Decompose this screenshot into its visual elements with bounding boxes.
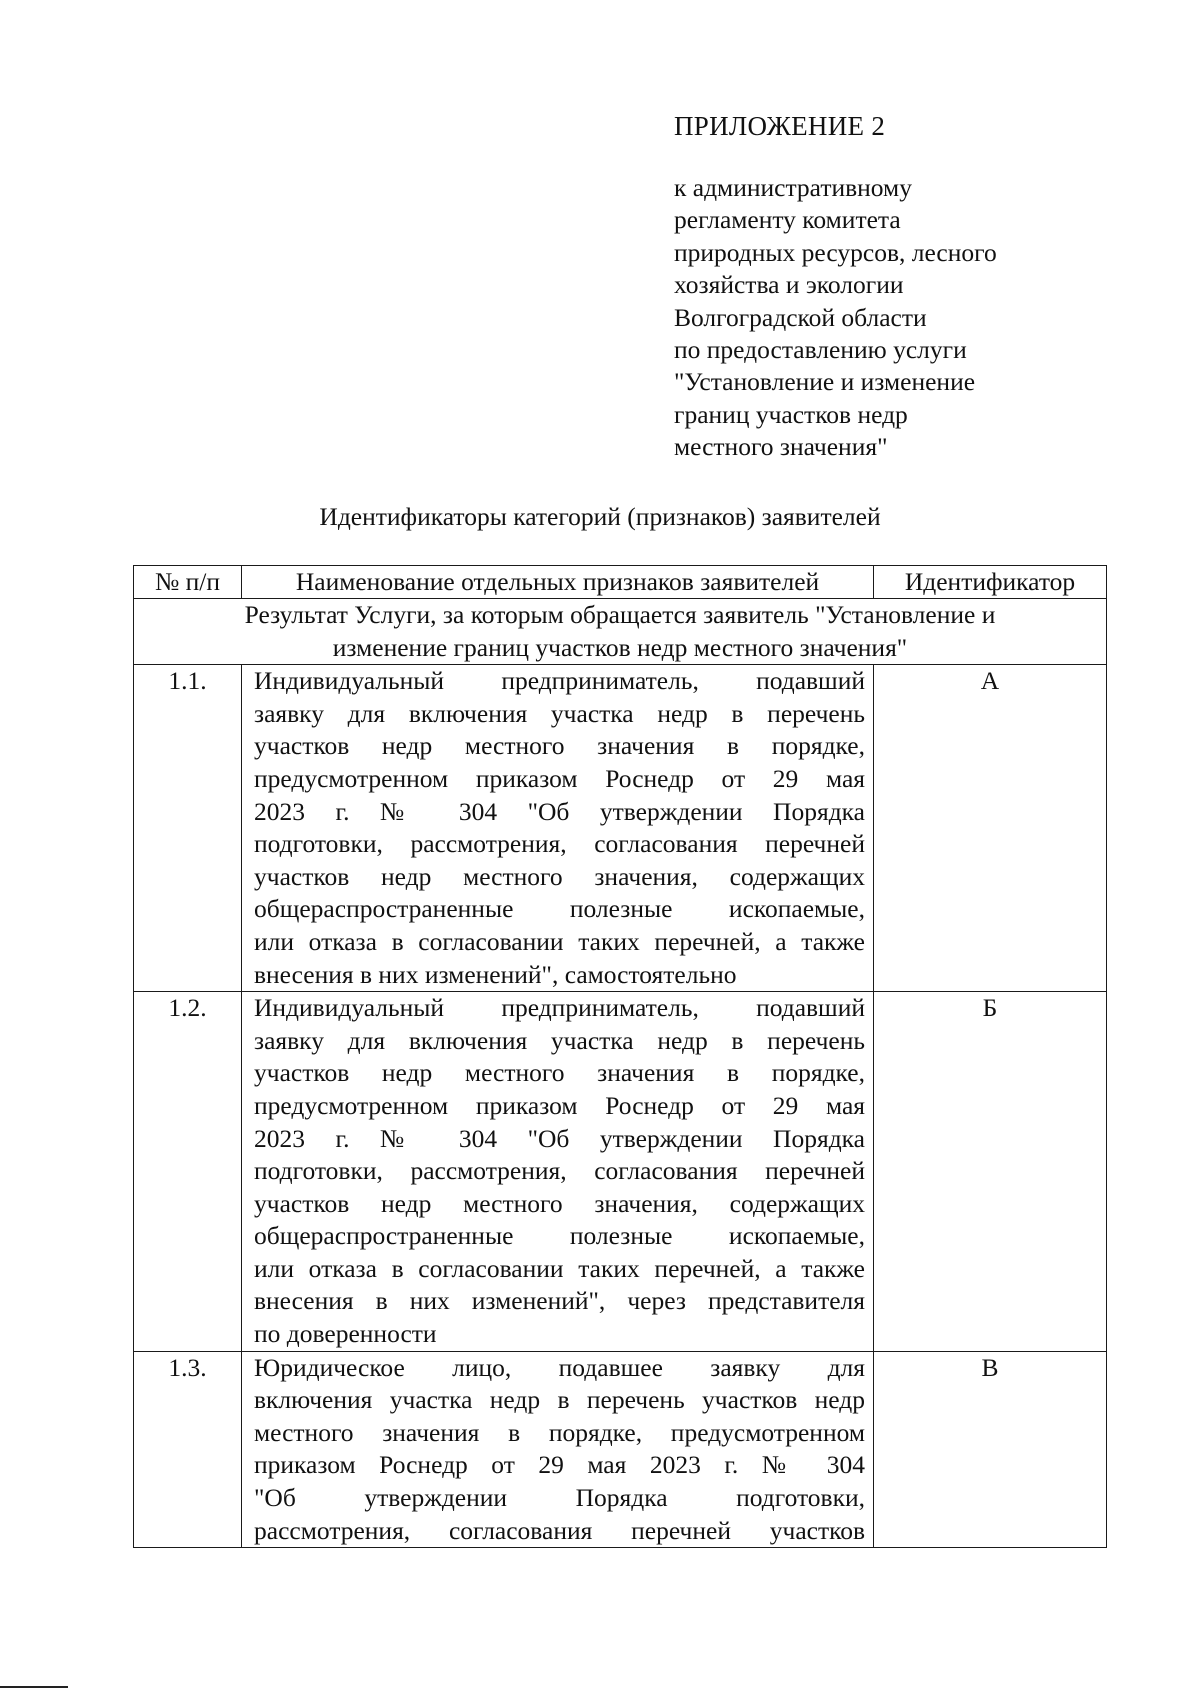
description-line: внесения в них изменений", самостоятельно	[254, 959, 737, 989]
appendix-reference	[674, 172, 1094, 464]
description-line: включения участка недр в перечень участков недр	[254, 1385, 865, 1415]
appendix-line: по предоставлению услуги	[674, 335, 967, 365]
description-line: участков недр местного значения в порядке,	[254, 731, 865, 761]
row-identifier: А	[874, 665, 1107, 992]
table-row	[134, 665, 1107, 992]
appendix-line: Волгоградской области	[674, 302, 927, 332]
appendix-line: регламенту комитета	[674, 205, 901, 235]
section-heading-line: изменение границ участков недр местного значения"	[332, 632, 908, 662]
description-line: Юридическое лицо, подавшее заявку для	[254, 1352, 865, 1382]
description-line: Индивидуальный предприниматель, подавший	[254, 666, 865, 696]
header-name: Наименование отдельных признаков заявителей	[242, 566, 874, 599]
description-line: участков недр местного значения, содержащих	[254, 861, 865, 891]
table-title: Идентификаторы категорий (признаков) заявителей	[319, 502, 881, 531]
row-identifier: В	[874, 1351, 1107, 1548]
appendix-header	[674, 108, 1094, 464]
description-line: предусмотренном приказом Роснедр от 29 мая	[254, 763, 865, 793]
row-number: 1.3.	[134, 1351, 242, 1548]
row-description	[242, 992, 874, 1352]
description-line: рассмотрения, согласования перечней участков	[254, 1515, 865, 1545]
section-row	[134, 599, 1107, 665]
table-row	[134, 1351, 1107, 1548]
description-line: общераспространенные полезные ископаемые,	[254, 1221, 865, 1251]
section-heading-line: Результат Услуги, за которым обращается заявитель "Установление и	[244, 600, 996, 629]
row-number: 1.2.	[134, 992, 242, 1352]
appendix-line: хозяйства и экологии	[674, 270, 904, 300]
description-line: участков недр местного значения, содержащих	[254, 1188, 865, 1218]
description-line: подготовки, рассмотрения, согласования перечней	[254, 1156, 865, 1186]
description-line: 2023 г. № 304 "Об утверждении Порядка	[254, 796, 865, 826]
table-row	[134, 992, 1107, 1352]
row-description	[242, 1351, 874, 1548]
applicant-categories-table	[133, 565, 1107, 1548]
appendix-title: ПРИЛОЖЕНИЕ 2	[674, 111, 886, 141]
section-heading	[134, 599, 1107, 665]
description-line: внесения в них изменений", через представителя	[254, 1286, 865, 1316]
row-description	[242, 665, 874, 992]
description-line: участков недр местного значения в порядке,	[254, 1058, 865, 1088]
description-line: заявку для включения участка недр в перечень	[254, 698, 865, 728]
description-line: общераспространенные полезные ископаемые,	[254, 894, 865, 924]
description-line: по доверенности	[254, 1319, 437, 1349]
description-line: подготовки, рассмотрения, согласования перечней	[254, 829, 865, 859]
description-line: или отказа в согласовании таких перечней, а также	[254, 926, 865, 956]
header-id: Идентификатор	[874, 566, 1107, 599]
description-line: заявку для включения участка недр в перечень	[254, 1025, 865, 1055]
description-line: 2023 г. № 304 "Об утверждении Порядка	[254, 1123, 865, 1153]
table-header-row	[134, 566, 1107, 599]
header-num: № п/п	[134, 566, 242, 599]
appendix-line: местного значения"	[674, 432, 888, 462]
appendix-line: к административному	[674, 173, 912, 202]
row-identifier: Б	[874, 992, 1107, 1352]
description-line: "Об утверждении Порядка подготовки,	[254, 1483, 865, 1513]
description-line: приказом Роснедр от 29 мая 2023 г. № 304	[254, 1450, 865, 1480]
row-number: 1.1.	[134, 665, 242, 992]
description-line: Индивидуальный предприниматель, подавший	[254, 993, 865, 1023]
description-line: местного значения в порядке, предусмотренном	[254, 1417, 865, 1447]
scan-edge-mark	[0, 1686, 68, 1688]
description-line: предусмотренном приказом Роснедр от 29 мая	[254, 1090, 865, 1120]
appendix-line: границ участков недр	[674, 399, 908, 429]
appendix-line: природных ресурсов, лесного	[674, 237, 997, 267]
appendix-line: "Установление и изменение	[674, 367, 976, 397]
description-line: или отказа в согласовании таких перечней, а также	[254, 1253, 865, 1283]
